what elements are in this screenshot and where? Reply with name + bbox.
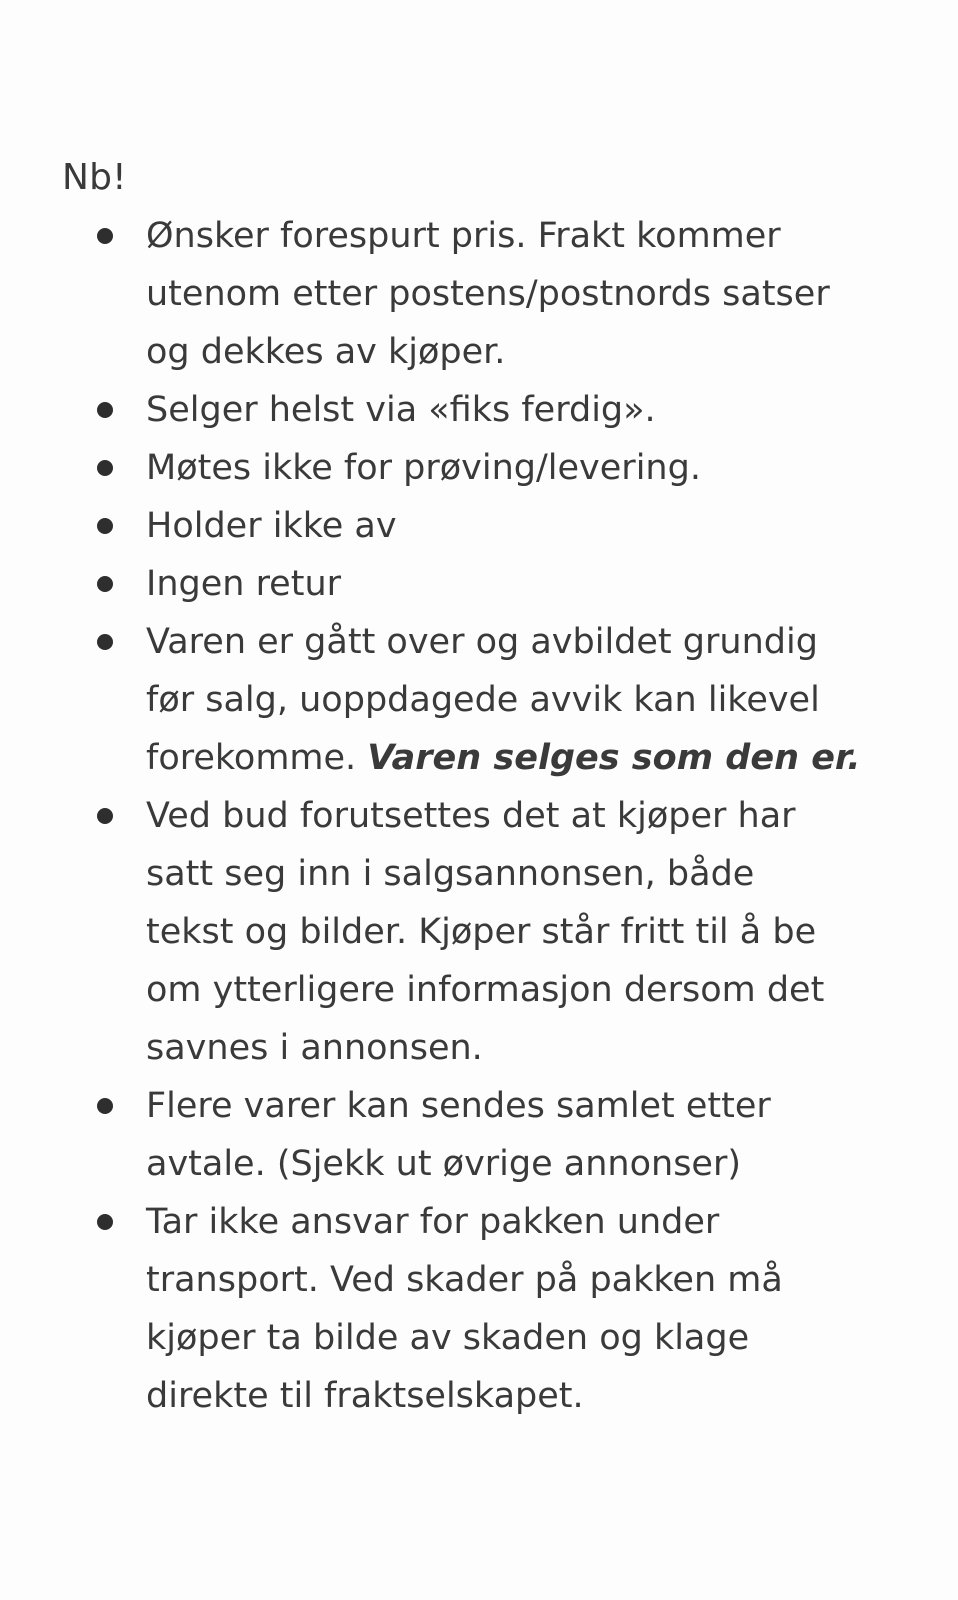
item-line: utenom etter postens/postnords satser xyxy=(146,274,830,314)
item-line: tekst og bilder. Kjøper står fritt til å be xyxy=(146,912,817,952)
item-line: Varen er gått over og avbildet grundig xyxy=(146,622,818,662)
bullet-icon xyxy=(97,634,113,650)
list-item xyxy=(62,555,942,613)
bullet-icon xyxy=(97,228,113,244)
item-line: kjøper ta bilde av skaden og klage xyxy=(146,1318,750,1358)
item-line-text: forekomme. xyxy=(146,738,368,778)
terms-list xyxy=(62,207,942,1425)
item-line-with-emphasis xyxy=(146,729,942,787)
list-item xyxy=(62,1077,942,1193)
emphasis-text: Varen selges som den er. xyxy=(367,738,861,778)
item-line: Flere varer kan sendes samlet etter xyxy=(146,1086,771,1126)
item-line: Holder ikke av xyxy=(146,506,397,546)
item-line: før salg, uoppdagede avvik kan likevel xyxy=(146,680,820,720)
note-title: Nb! xyxy=(62,157,127,198)
item-line: savnes i annonsen. xyxy=(146,1028,483,1068)
item-line: transport. Ved skader på pakken må xyxy=(146,1260,783,1300)
item-line: Tar ikke ansvar for pakken under xyxy=(146,1202,720,1242)
item-line: Møtes ikke for prøving/levering. xyxy=(146,448,701,488)
bullet-icon xyxy=(97,402,113,418)
item-line: Ved bud forutsettes det at kjøper har xyxy=(146,796,796,836)
list-item xyxy=(62,497,942,555)
bullet-icon xyxy=(97,808,113,824)
item-line: Ønsker forespurt pris. Frakt kommer xyxy=(146,216,781,256)
item-line: Selger helst via «fiks ferdig». xyxy=(146,390,656,430)
item-line: satt seg inn i salgsannonsen, både xyxy=(146,854,755,894)
list-item xyxy=(62,787,942,1077)
bullet-icon xyxy=(97,1214,113,1230)
list-item xyxy=(62,1193,942,1425)
item-line: avtale. (Sjekk ut øvrige annonser) xyxy=(146,1144,741,1184)
bullet-icon xyxy=(97,460,113,476)
list-item xyxy=(62,439,942,497)
item-line: Ingen retur xyxy=(146,564,342,604)
list-item xyxy=(62,613,942,787)
item-line: og dekkes av kjøper. xyxy=(146,332,506,372)
bullet-icon xyxy=(97,518,113,534)
item-line: om ytterligere informasjon dersom det xyxy=(146,970,825,1010)
list-item xyxy=(62,207,942,381)
item-line: direkte til fraktselskapet. xyxy=(146,1376,584,1416)
bullet-icon xyxy=(97,576,113,592)
note-content xyxy=(62,149,942,1425)
list-item xyxy=(62,381,942,439)
bullet-icon xyxy=(97,1098,113,1114)
